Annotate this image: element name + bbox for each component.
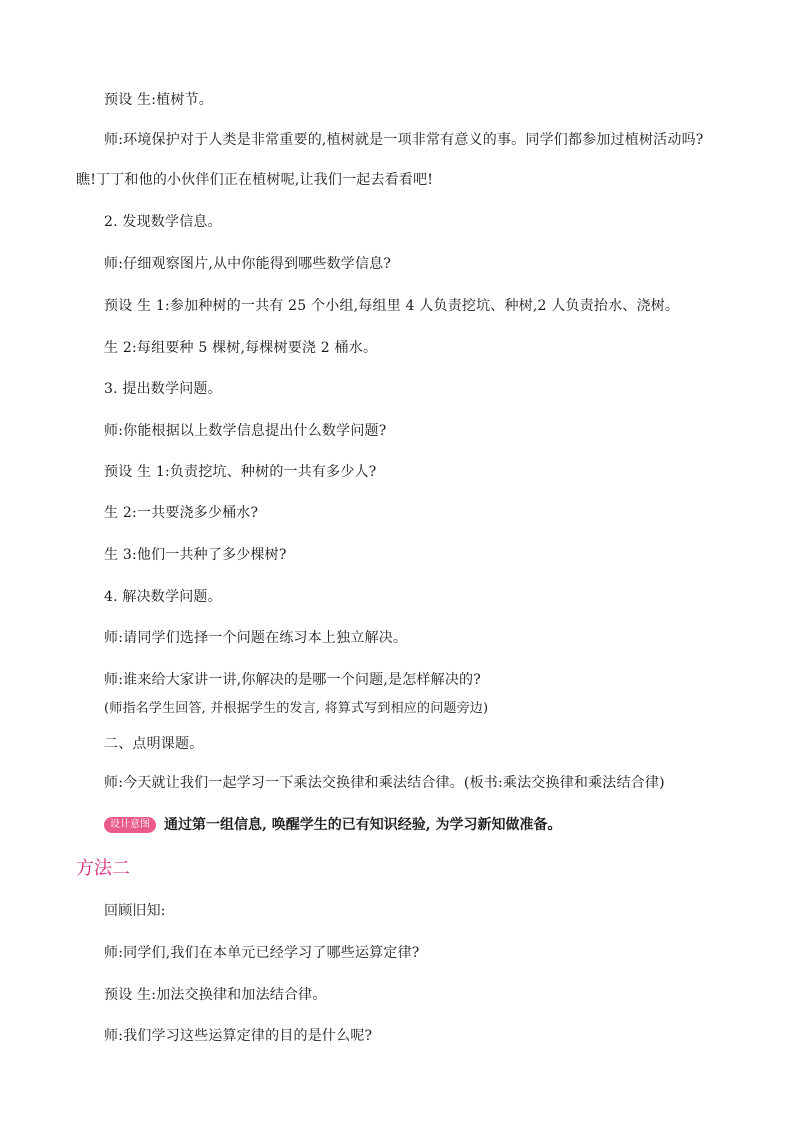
paragraph-student2-trees: 生 2:每组要种 5 棵树,每棵树要浇 2 桶水。 bbox=[104, 340, 378, 356]
paragraph-student2-water: 生 2:一共要浇多少桶水? bbox=[104, 505, 259, 521]
design-intent-text: 通过第一组信息, 唤醒学生的已有知识经验, 为学习新知做准备。 bbox=[164, 817, 562, 833]
paragraph-teacher-note: (师指名学生回答, 并根据学生的发言, 将算式写到相应的问题旁边) bbox=[104, 701, 489, 716]
section-title-solve-problems: 4. 解决数学问题。 bbox=[104, 589, 222, 605]
paragraph-teacher-which-laws: 师:同学们,我们在本单元已经学习了哪些运算定律? bbox=[104, 945, 420, 961]
paragraph-preset-addition-laws: 预设 生:加法交换律和加法结合律。 bbox=[104, 987, 327, 1003]
paragraph-teacher-today: 师:今天就让我们一起学习一下乘法交换律和乘法结合律。(板书:乘法交换律和乘法结合律) bbox=[104, 775, 665, 791]
section-title-raise-questions: 3. 提出数学问题。 bbox=[104, 381, 222, 397]
paragraph-preset-student1-groups: 预设 生 1:参加种树的一共有 25 个小组,每组里 4 人负责挖坑、种树,2 人负责抬水、浇树。 bbox=[104, 298, 680, 314]
paragraph-review-old: 回顾旧知: bbox=[104, 903, 166, 919]
paragraph-preset-arbor-day: 预设 生:植树节。 bbox=[104, 92, 213, 108]
paragraph-teacher-who-explains: 师:谁来给大家讲一讲,你解决的是哪一个问题,是怎样解决的? bbox=[104, 672, 481, 688]
paragraph-teacher-observe: 师:仔细观察图片,从中你能得到哪些数学信息? bbox=[104, 256, 392, 272]
paragraph-look-dingding: 瞧!丁丁和他的小伙伴们正在植树呢,让我们一起去看看吧! bbox=[76, 172, 434, 188]
section-title-introduce-topic: 二、点明课题。 bbox=[104, 736, 204, 752]
design-intent-row bbox=[104, 815, 562, 835]
method-two-heading: 方法二 bbox=[76, 858, 130, 879]
paragraph-teacher-purpose: 师:我们学习这些运算定律的目的是什么呢? bbox=[104, 1028, 373, 1044]
paragraph-teacher-environment: 师:环境保护对于人类是非常重要的,植树就是一项非常有意义的事。同学们都参加过植树活动吗? bbox=[104, 132, 704, 148]
paragraph-preset-student1-people: 预设 生 1:负责挖坑、种树的一共有多少人? bbox=[104, 464, 377, 480]
section-title-discover-info: 2. 发现数学信息。 bbox=[104, 214, 222, 230]
paragraph-teacher-questions: 师:你能根据以上数学信息提出什么数学问题? bbox=[104, 423, 387, 439]
paragraph-student3-trees: 生 3:他们一共种了多少棵树? bbox=[104, 547, 287, 563]
design-intent-badge: 设计意图 bbox=[104, 817, 156, 833]
paragraph-teacher-choose-problem: 师:请同学们选择一个问题在练习本上独立解决。 bbox=[104, 630, 408, 646]
